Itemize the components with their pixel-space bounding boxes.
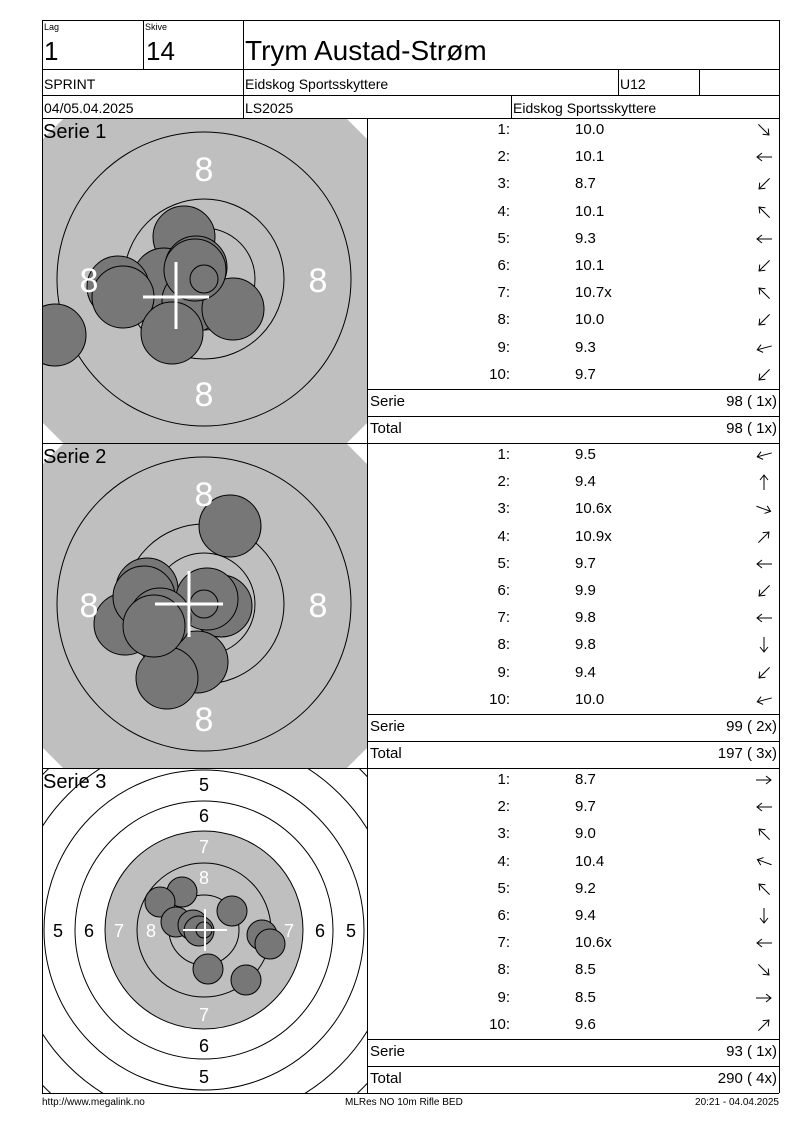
shot-score: 9.2 — [575, 879, 596, 897]
shot-number: 8: — [497, 961, 510, 979]
shot-hole — [217, 896, 247, 926]
ring-number: 8 — [308, 262, 328, 300]
shot-row — [369, 903, 779, 930]
total-label: Total — [370, 420, 402, 437]
ring-number: 6 — [83, 921, 95, 941]
serie-1-title: Serie 1 — [43, 121, 107, 143]
shot-row — [369, 632, 779, 659]
ring-number: 8 — [145, 921, 157, 941]
shot-hole — [141, 302, 203, 364]
shot-number: 9: — [497, 988, 510, 1006]
total-label: Total — [370, 745, 402, 762]
shot-row — [369, 578, 779, 605]
direction-arrow-icon — [755, 500, 773, 518]
shot-number: 1: — [497, 121, 510, 138]
shot-hole — [136, 647, 198, 709]
shot-row — [369, 876, 779, 903]
shot-score: 10.6x — [575, 934, 612, 952]
direction-arrow-icon — [755, 284, 773, 302]
shot-score: 10.0 — [575, 121, 605, 138]
direction-arrow-icon — [755, 582, 773, 600]
direction-arrow-icon — [755, 989, 773, 1007]
ring-number: 7 — [113, 921, 125, 941]
shot-score: 9.4 — [575, 473, 596, 491]
shot-number: 7: — [497, 284, 510, 302]
shot-row — [369, 442, 779, 469]
direction-arrow-icon — [755, 366, 773, 384]
serie-1-target — [43, 119, 367, 443]
ring-number: 7 — [283, 921, 295, 941]
total-score: 290 ( 4x) — [717, 1070, 777, 1087]
shot-number: 7: — [497, 609, 510, 627]
header-vdiv-1 — [143, 20, 144, 69]
direction-arrow-icon — [755, 880, 773, 898]
shot-number: 6: — [497, 582, 510, 599]
shot-score: 9.6 — [575, 1015, 596, 1033]
shot-row — [369, 794, 779, 821]
shot-score: 8.7 — [575, 771, 596, 788]
event-name: SPRINT — [44, 76, 96, 92]
direction-arrow-icon — [755, 121, 773, 139]
shot-row — [369, 171, 779, 198]
shot-row — [369, 469, 779, 496]
ring-number: 8 — [79, 587, 99, 625]
shot-row — [369, 253, 779, 280]
shot-score: 10.1 — [575, 148, 605, 166]
shot-number: 10: — [489, 1015, 510, 1033]
header-divider-1 — [42, 69, 779, 70]
shot-score: 10.0 — [575, 690, 605, 708]
shot-row — [369, 930, 779, 957]
shot-row — [369, 524, 779, 551]
direction-arrow-icon — [755, 798, 773, 816]
shot-row — [369, 849, 779, 876]
direction-arrow-icon — [755, 230, 773, 248]
shot-row — [369, 117, 779, 144]
shot-hole — [231, 965, 261, 995]
shot-row — [369, 226, 779, 253]
direction-arrow-icon — [755, 311, 773, 329]
total-label: Total — [370, 1070, 402, 1087]
shot-score: 9.4 — [575, 907, 596, 924]
shot-row — [369, 144, 779, 171]
shot-number: 6: — [497, 907, 510, 924]
ring-number: 8 — [194, 151, 214, 189]
shot-row — [369, 496, 779, 523]
shot-number: 4: — [497, 852, 510, 870]
footer-timestamp: 20:21 - 04.04.2025 — [695, 1097, 779, 1108]
shot-row — [369, 605, 779, 632]
direction-arrow-icon — [755, 934, 773, 952]
direction-arrow-icon — [755, 555, 773, 573]
shot-row — [369, 362, 779, 389]
direction-arrow-icon — [755, 961, 773, 979]
shot-number: 5: — [497, 229, 510, 247]
shot-score: 9.5 — [575, 446, 596, 463]
ring-number: 7 — [198, 1005, 210, 1025]
frame-top — [42, 20, 779, 21]
shot-score: 10.6x — [575, 500, 612, 518]
shooter-name: Trym Austad-Strøm — [245, 35, 487, 66]
serie-label: Serie — [370, 393, 406, 410]
footer-url[interactable]: http://www.megalink.no — [42, 1097, 145, 1108]
serie-3-title: Serie 3 — [43, 771, 107, 793]
ring-number: 8 — [194, 476, 214, 514]
ring-number: 5 — [345, 921, 357, 941]
ring-number: 6 — [198, 1036, 210, 1056]
serie-1-summary — [369, 389, 779, 415]
direction-arrow-icon — [755, 636, 773, 654]
ring-number: 8 — [79, 262, 99, 300]
shot-row — [369, 335, 779, 362]
ring-number: 6 — [314, 921, 326, 941]
direction-arrow-icon — [755, 853, 773, 871]
serie-score: 98 ( 1x) — [726, 393, 777, 410]
organizer-name: Eidskog Sportsskyttere — [513, 100, 657, 116]
serie-2-target — [43, 444, 367, 768]
direction-arrow-icon — [755, 203, 773, 221]
shot-score: 10.9x — [575, 527, 612, 545]
header-vdiv-4 — [699, 69, 700, 95]
shot-number: 4: — [497, 202, 510, 220]
shot-score: 10.4 — [575, 852, 605, 870]
direction-arrow-icon — [755, 473, 773, 491]
class-name: U12 — [620, 76, 646, 92]
series-vdiv — [367, 118, 368, 1093]
shot-score: 10.1 — [575, 257, 605, 274]
serie-1-total — [369, 416, 779, 442]
club-name: Eidskog Sportsskyttere — [245, 76, 389, 92]
serie-score: 99 ( 2x) — [726, 718, 777, 735]
shot-score: 10.1 — [575, 202, 605, 220]
direction-arrow-icon — [755, 664, 773, 682]
shot-number: 7: — [497, 934, 510, 952]
skive-value: 14 — [146, 36, 175, 66]
ring-number: 5 — [198, 1067, 210, 1087]
ring-number: 5 — [198, 775, 210, 795]
shot-hole — [164, 239, 226, 301]
shot-number: 8: — [497, 636, 510, 654]
shot-row — [369, 821, 779, 848]
serie-label: Serie — [370, 718, 406, 735]
shot-row — [369, 767, 779, 794]
shot-score: 10.7x — [575, 284, 612, 302]
shot-score: 9.0 — [575, 825, 596, 843]
serie-score: 93 ( 1x) — [726, 1043, 777, 1060]
shot-row — [369, 660, 779, 687]
shot-number: 5: — [497, 554, 510, 572]
shot-score: 10.0 — [575, 311, 605, 329]
frame-bottom — [42, 1093, 779, 1094]
footer-program: MLRes NO 10m Rifle BED — [345, 1097, 463, 1108]
shot-score: 9.8 — [575, 636, 596, 654]
shot-number: 9: — [497, 338, 510, 356]
shot-score: 9.3 — [575, 229, 596, 247]
direction-arrow-icon — [755, 609, 773, 627]
direction-arrow-icon — [755, 1016, 773, 1034]
shot-score: 9.7 — [575, 554, 596, 572]
ring-number: 8 — [198, 868, 210, 888]
shot-score: 9.7 — [575, 798, 596, 816]
shot-number: 2: — [497, 473, 510, 491]
shot-score: 8.5 — [575, 988, 596, 1006]
lag-value: 1 — [44, 36, 59, 66]
lag-label: Lag — [44, 22, 60, 32]
shot-number: 3: — [497, 175, 510, 193]
shot-number: 2: — [497, 798, 510, 816]
competition-name: LS2025 — [245, 100, 294, 116]
header-vdiv-5 — [511, 95, 512, 118]
direction-arrow-icon — [755, 446, 773, 464]
serie-2-total — [369, 741, 779, 767]
shot-hole — [193, 954, 223, 984]
shot-score: 8.5 — [575, 961, 596, 979]
shot-number: 9: — [497, 663, 510, 681]
ring-number: 6 — [198, 806, 210, 826]
shot-number: 1: — [497, 771, 510, 788]
frame-right — [779, 20, 780, 1093]
shot-hole — [255, 929, 285, 959]
shot-score: 9.7 — [575, 365, 596, 383]
shot-score: 9.4 — [575, 663, 596, 681]
direction-arrow-icon — [755, 528, 773, 546]
direction-arrow-icon — [755, 148, 773, 166]
competition-date: 04/05.04.2025 — [44, 100, 134, 116]
serie-3-total — [369, 1066, 779, 1092]
header-vdiv-3 — [618, 69, 619, 95]
shot-number: 6: — [497, 257, 510, 274]
shot-number: 10: — [489, 690, 510, 708]
shot-row — [369, 687, 779, 714]
direction-arrow-icon — [755, 825, 773, 843]
serie-3-target — [43, 769, 367, 1093]
shot-score: 9.3 — [575, 338, 596, 356]
ring-number: 8 — [308, 587, 328, 625]
shot-row — [369, 1012, 779, 1039]
direction-arrow-icon — [755, 691, 773, 709]
direction-arrow-icon — [755, 771, 773, 789]
shot-number: 10: — [489, 365, 510, 383]
ring-number: 5 — [52, 921, 64, 941]
shot-number: 2: — [497, 148, 510, 166]
skive-label: Skive — [145, 22, 168, 32]
header-divider-2 — [42, 95, 779, 96]
header-vdiv-2 — [243, 20, 244, 118]
total-score: 197 ( 3x) — [717, 745, 777, 762]
shot-row — [369, 280, 779, 307]
direction-arrow-icon — [755, 907, 773, 925]
shot-number: 4: — [497, 527, 510, 545]
shot-score: 9.9 — [575, 582, 596, 599]
shot-score: 9.8 — [575, 609, 596, 627]
serie-3-summary — [369, 1039, 779, 1065]
ring-number: 8 — [194, 376, 214, 414]
direction-arrow-icon — [755, 175, 773, 193]
ring-number: 7 — [198, 837, 210, 857]
serie-2-title: Serie 2 — [43, 446, 107, 468]
shot-row — [369, 307, 779, 334]
shot-number: 5: — [497, 879, 510, 897]
shot-row — [369, 199, 779, 226]
shot-row — [369, 957, 779, 984]
ring-number: 8 — [194, 701, 214, 739]
shot-number: 1: — [497, 446, 510, 463]
shot-row — [369, 551, 779, 578]
shot-score: 8.7 — [575, 175, 596, 193]
serie-label: Serie — [370, 1043, 406, 1060]
direction-arrow-icon — [755, 339, 773, 357]
serie-2-summary — [369, 714, 779, 740]
direction-arrow-icon — [755, 257, 773, 275]
shot-number: 3: — [497, 825, 510, 843]
shot-number: 3: — [497, 500, 510, 518]
total-score: 98 ( 1x) — [726, 420, 777, 437]
shot-row — [369, 985, 779, 1012]
shot-number: 8: — [497, 311, 510, 329]
